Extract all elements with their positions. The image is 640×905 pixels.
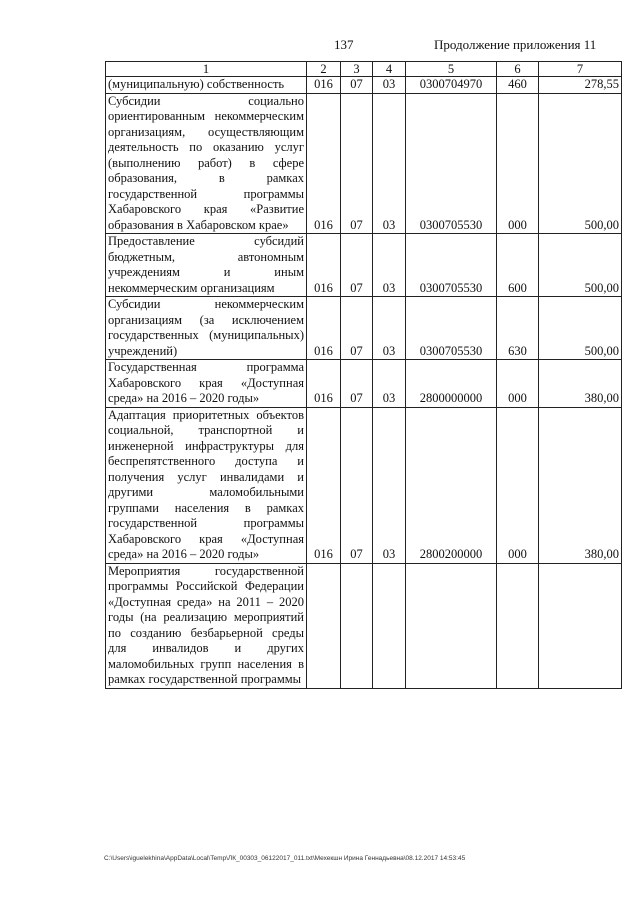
cell-amount: 500,00 — [539, 297, 622, 360]
row-name: Субсидии некоммерческим организациям (за исключением государственных (муниципальных) учреждений) — [106, 297, 307, 360]
cell-code-6 — [497, 563, 539, 688]
cell-code-4: 03 — [373, 360, 406, 408]
cell-code-3: 07 — [341, 93, 373, 234]
table-header-row — [106, 62, 622, 77]
cell-code-4: 03 — [373, 407, 406, 563]
row-name: Государственная программа Хабаровского края «Доступная среда» на 2016 – 2020 годы» — [106, 360, 307, 408]
cell-code-2: 016 — [307, 77, 341, 94]
cell-amount: 500,00 — [539, 234, 622, 297]
page-number: 137 — [334, 37, 354, 52]
cell-code-5: 2800200000 — [406, 407, 497, 563]
cell-code-5: 0300705530 — [406, 234, 497, 297]
cell-code-6: 000 — [497, 407, 539, 563]
cell-amount: 380,00 — [539, 360, 622, 408]
cell-code-4: 03 — [373, 234, 406, 297]
cell-code-5: 0300704970 — [406, 77, 497, 94]
table-row — [106, 234, 622, 297]
cell-code-6: 630 — [497, 297, 539, 360]
cell-code-3: 07 — [341, 234, 373, 297]
cell-code-4: 03 — [373, 297, 406, 360]
table-row — [106, 77, 622, 94]
table-row — [106, 360, 622, 408]
table-row — [106, 93, 622, 234]
cell-code-6: 000 — [497, 93, 539, 234]
cell-code-6: 000 — [497, 360, 539, 408]
cell-code-3 — [341, 563, 373, 688]
cell-code-2 — [307, 563, 341, 688]
cell-code-4: 03 — [373, 93, 406, 234]
cell-code-2: 016 — [307, 297, 341, 360]
cell-code-6: 600 — [497, 234, 539, 297]
row-name: (муниципальную) собственность — [106, 77, 307, 94]
table-row — [106, 297, 622, 360]
row-name: Субсидии социально ориентированным некоммерческим организациям, осуществляющим деятельность по оказанию услуг (выполнению работ) в сфере образования, в рамках государственной программы Хабаровского края «Развитие образования в Хабаровском крае» — [106, 93, 307, 234]
cell-code-4: 03 — [373, 77, 406, 94]
column-header: 6 — [497, 62, 539, 77]
cell-amount: 380,00 — [539, 407, 622, 563]
cell-code-3: 07 — [341, 360, 373, 408]
cell-code-3: 07 — [341, 407, 373, 563]
row-name: Мероприятия государственной программы Российской Федерации «Доступная среда» на 2011 – 2020 годы (на реализацию мероприятий по созданию безбарьерной среды для инвалидов и других маломобильных групп населения в рамках государственной программы — [106, 563, 307, 688]
budget-table — [105, 61, 622, 689]
cell-code-2: 016 — [307, 360, 341, 408]
cell-code-3: 07 — [341, 77, 373, 94]
cell-code-3: 07 — [341, 297, 373, 360]
row-name: Предоставление субсидий бюджетным, автономным учреждениям и иным некоммерческим организациям — [106, 234, 307, 297]
cell-code-5: 0300705530 — [406, 297, 497, 360]
row-name: Адаптация приоритетных объектов социальной, транспортной и инженерной инфраструктуры для беспрепятственного доступа и получения услуг инвалидами и другими маломобильными группами населения в рамках государственной программы Хабаровского края «Доступная среда» на 2016 – 2020 годы» — [106, 407, 307, 563]
cell-code-5: 2800000000 — [406, 360, 497, 408]
column-header: 7 — [539, 62, 622, 77]
column-header: 3 — [341, 62, 373, 77]
column-header: 4 — [373, 62, 406, 77]
cell-code-2: 016 — [307, 93, 341, 234]
cell-amount — [539, 563, 622, 688]
table-row — [106, 407, 622, 563]
cell-amount: 500,00 — [539, 93, 622, 234]
cell-amount: 278,55 — [539, 77, 622, 94]
column-header: 5 — [406, 62, 497, 77]
cell-code-2: 016 — [307, 407, 341, 563]
column-header: 1 — [106, 62, 307, 77]
cell-code-4 — [373, 563, 406, 688]
column-header: 2 — [307, 62, 341, 77]
table-row — [106, 563, 622, 688]
cell-code-5 — [406, 563, 497, 688]
continuation-label: Продолжение приложения 11 — [434, 37, 597, 52]
cell-code-2: 016 — [307, 234, 341, 297]
file-path-footer: C:\Users\iguelekhina\AppData\Local\Temp\ЛК_00303_06122017_011.txt\Мехекшн Ирина Геннадьевна\08.12.2017 14:53:45 — [104, 855, 466, 862]
cell-code-6: 460 — [497, 77, 539, 94]
cell-code-5: 0300705530 — [406, 93, 497, 234]
